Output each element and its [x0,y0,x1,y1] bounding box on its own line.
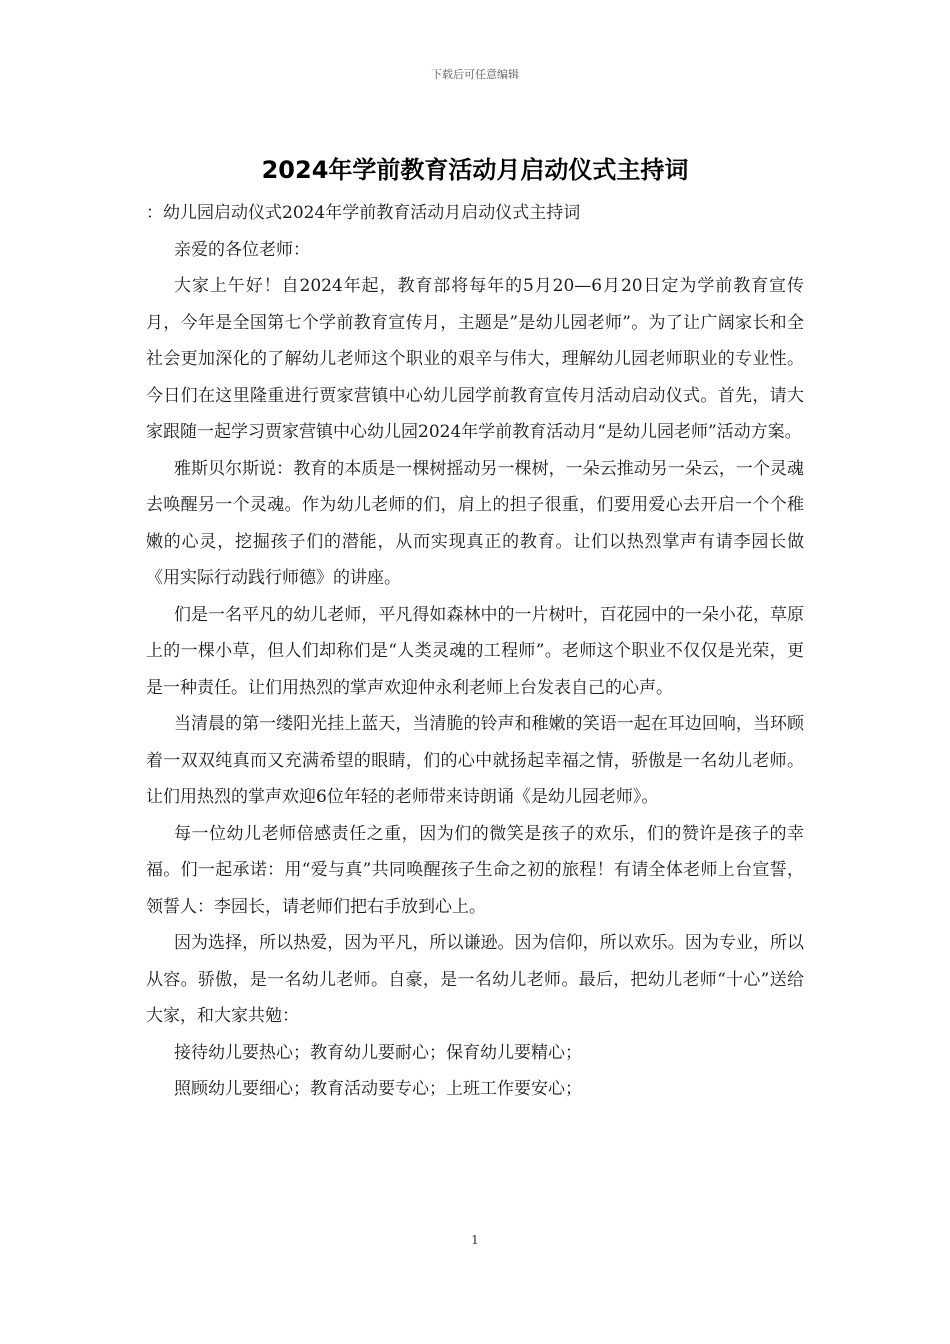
oath-paragraph: 每一位幼儿老师倍感责任之重，因为们的微笑是孩子的欢乐，们的赞许是孩子的幸福。们一起承诺：用“爱与真”共同唤醒孩子生命之初的旅程！有请全体老师上台宣誓，领誓人：李园长，请老师们把右手放到心上。 [146,823,804,917]
greeting-paragraph: 亲爱的各位老师： [174,239,310,260]
document-subtitle: ：幼儿园启动仪式2024年学前教育活动月启动仪式主持词 [146,203,581,223]
document-body [146,195,804,1108]
document-title: 2024年学前教育活动月启动仪式主持词 [261,156,689,184]
quote-paragraph: 雅斯贝尔斯说：教育的本质是一棵树摇动另一棵树，一朵云推动另一朵云，一个灵魂去唤醒另一个灵魂。作为幼儿老师的们，肩上的担子很重，们要用爱心去开启一个个稚嫩的心灵，挖掘孩子们的潜能，从而实现真正的教育。让们以热烈掌声有请李园长做《用实际行动践行师德》的讲座。 [146,458,804,588]
header-note: 下载后可任意编辑 [431,68,519,81]
ten-hearts-line-2: 照顾幼儿要细心；教育活动要专心；上班工作要安心； [174,1079,582,1099]
closing-paragraph: 因为选择，所以热爱，因为平凡，所以谦逊。因为信仰，所以欢乐。因为专业，所以从容。骄傲，是一名幼儿老师。自豪，是一名幼儿老师。最后，把幼儿老师“十心”送给大家，和大家共勉： [146,933,804,1026]
ordinary-teacher-paragraph: 们是一名平凡的幼儿老师，平凡得如森林中的一片树叶，百花园中的一朵小花，草原上的一棵小草，但人们却称们是“人类灵魂的工程师”。老师这个职业不仅仅是光荣，更是一种责任。让们用热烈的掌声欢迎仲永利老师上台发表自己的心声。 [146,604,804,698]
page-number: 1 [471,1233,479,1247]
morning-paragraph: 当清晨的第一缕阳光挂上蓝天，当清脆的铃声和稚嫩的笑语一起在耳边回响，当环顾着一双双纯真而又充满希望的眼睛，们的心中就扬起幸福之情，骄傲是一名幼儿老师。让们用热烈的掌声欢迎6位年轻的老师带来诗朗诵《是幼儿园老师》。 [146,714,804,807]
ten-hearts-line-1: 接待幼儿要热心；教育幼儿要耐心；保育幼儿要精心； [174,1042,582,1063]
opening-paragraph: 大家上午好！自2024年起，教育部将每年的5月20—6月20日定为学前教育宣传月，今年是全国第七个学前教育宣传月，主题是”是幼儿园老师”。为了让广阔家长和全社会更加深化的了解幼儿老师这个职业的艰辛与伟大，理解幼儿园老师职业的专业性。今日们在这里隆重进行贾家营镇中心幼儿园学前教育宣传月活动启动仪式。首先，请大家跟随一起学习贾家营镇中心幼儿园2024年学前教育活动月“是幼儿园老师”活动方案。 [146,276,804,442]
